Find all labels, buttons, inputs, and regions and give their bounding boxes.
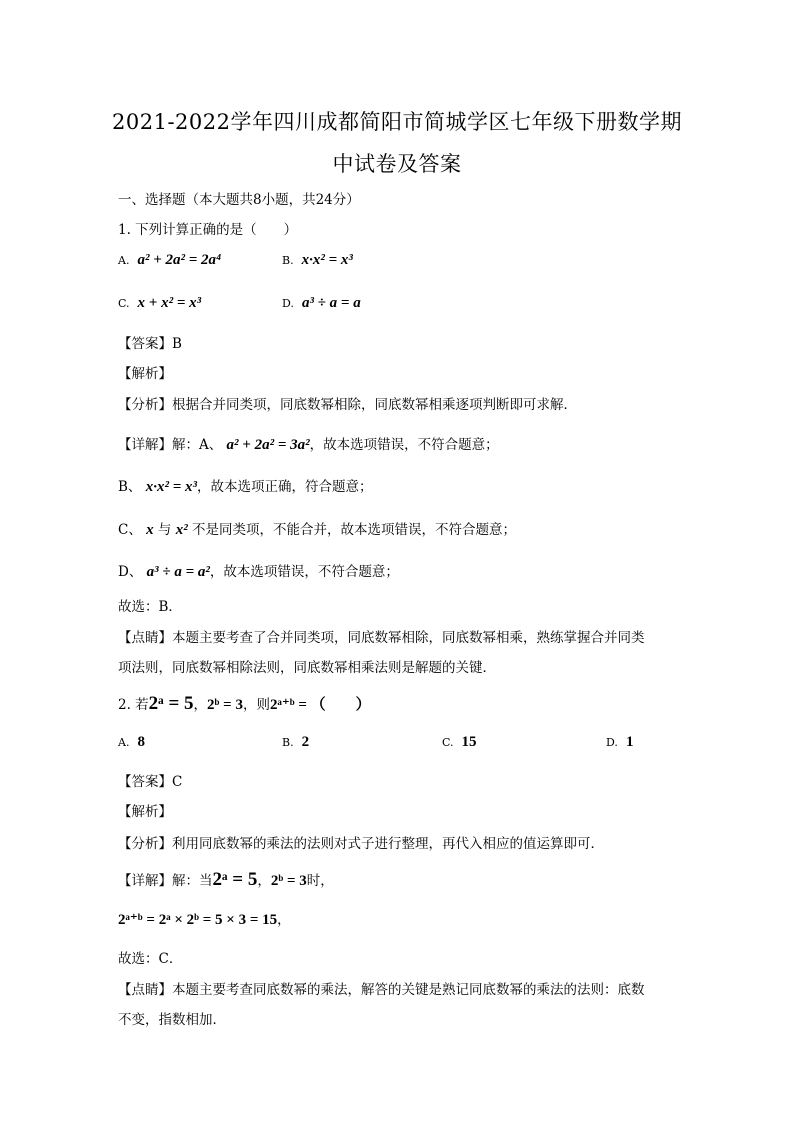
option-math: a³ ÷ a = a bbox=[301, 295, 361, 311]
q2-fenxi bbox=[118, 832, 604, 852]
detail-math-1: 2ᵃ = 5 bbox=[212, 869, 258, 890]
q1-detail-c bbox=[118, 518, 516, 539]
q1-detail-b bbox=[118, 475, 373, 496]
q1-analysis-label: 【解析】 bbox=[118, 366, 172, 382]
q2-detail-equation bbox=[118, 908, 291, 929]
option-letter: C. bbox=[442, 736, 454, 749]
section-heading: 一、选择题（本大题共8小题，共24分） bbox=[118, 192, 360, 208]
detail-mid: 与 bbox=[153, 522, 176, 538]
detail-label: 【详解】 bbox=[118, 437, 172, 453]
fenxi-label: 【分析】 bbox=[118, 836, 172, 852]
option-letter: A. bbox=[118, 736, 130, 749]
q1-fenxi bbox=[118, 393, 577, 413]
option-math: x + x² = x³ bbox=[137, 295, 202, 311]
q1-detail-d bbox=[118, 560, 399, 581]
detail-prefix: B、 bbox=[118, 479, 142, 495]
answer-value: C bbox=[172, 774, 183, 790]
answer-value: B bbox=[172, 336, 182, 352]
fenxi-label: 【分析】 bbox=[118, 397, 172, 413]
comment-text: 本题主要考查了合并同类项，同底数幂相除，同底数幂相乘，熟练掌握合并同类 bbox=[172, 630, 645, 646]
q1-comment-line1 bbox=[118, 626, 645, 646]
option-math: 15 bbox=[461, 734, 477, 750]
q2-analysis-label: 【解析】 bbox=[118, 804, 172, 820]
detail-math: a² + 2a² = 3a² bbox=[226, 437, 310, 453]
q2-option-a bbox=[118, 734, 145, 751]
detail-prefix: C、 bbox=[118, 522, 142, 538]
detail-suffix: 不是同类项，不能合并，故本选项错误，不符合题意； bbox=[187, 522, 517, 538]
option-letter: D. bbox=[606, 736, 618, 749]
stem-number: 2. 若 bbox=[118, 697, 149, 713]
question-1-stem: 1. 下列计算正确的是（ ） bbox=[118, 222, 298, 238]
q2-option-c bbox=[442, 734, 477, 751]
comment-text: 本题主要考查同底数幂的乘法，解答的关键是熟记同底数幂的乘法的法则：底数 bbox=[172, 982, 645, 998]
detail-math: a³ ÷ a = a² bbox=[146, 564, 210, 580]
detail-math: x bbox=[146, 522, 154, 538]
detail-suffix: ，故本选项错误，不符合题意； bbox=[309, 437, 499, 453]
q1-detail-a bbox=[118, 433, 499, 454]
q1-conclusion: 故选：B． bbox=[118, 599, 182, 615]
option-math: x·x² = x³ bbox=[301, 252, 353, 268]
document-title-line2: 中试卷及答案 bbox=[332, 152, 462, 176]
fenxi-text: 利用同底数幂的乘法的法则对式子进行整理，再代入相应的值运算即可． bbox=[172, 836, 604, 852]
detail-suffix: ，故本选项正确，符合题意； bbox=[197, 479, 373, 495]
fenxi-text: 根据合并同类项，同底数幂相除，同底数幂相乘逐项判断即可求解． bbox=[172, 397, 577, 413]
stem-then: ，则 bbox=[242, 697, 270, 713]
option-math: 2 bbox=[301, 734, 310, 750]
detail-prefix: 解：当 bbox=[172, 873, 213, 889]
stem-math-2: 2ᵇ = 3 bbox=[207, 697, 243, 713]
option-math: a² + 2a² = 2a⁴ bbox=[137, 252, 222, 268]
q1-answer bbox=[118, 332, 182, 352]
equation-math: 2ᵃ⁺ᵇ = 2ᵃ × 2ᵇ = 5 × 3 = 15 bbox=[118, 912, 278, 928]
comment-label: 【点睛】 bbox=[118, 982, 172, 998]
option-math: 1 bbox=[625, 734, 634, 750]
detail-math-2: 2ᵇ = 3 bbox=[270, 873, 307, 889]
answer-label: 【答案】 bbox=[118, 336, 172, 352]
detail-label: 【详解】 bbox=[118, 873, 172, 889]
detail-suffix: ，故本选项错误，不符合题意； bbox=[209, 564, 399, 580]
option-letter: C. bbox=[118, 297, 130, 310]
question-2-stem bbox=[118, 693, 371, 715]
option-letter: B. bbox=[282, 736, 294, 749]
stem-math-1: 2ᵃ = 5 bbox=[148, 693, 194, 714]
q1-option-b bbox=[282, 252, 353, 269]
detail-prefix: D、 bbox=[118, 564, 143, 580]
q1-option-d bbox=[282, 295, 361, 312]
q2-comment-line2: 不变，指数相加． bbox=[118, 1012, 226, 1028]
option-letter: A. bbox=[118, 254, 130, 267]
detail-sep: ， bbox=[257, 873, 271, 889]
q2-comment-line1 bbox=[118, 978, 645, 998]
option-letter: B. bbox=[282, 254, 294, 267]
detail-math: x·x² = x³ bbox=[145, 479, 198, 495]
option-letter: D. bbox=[282, 297, 294, 310]
detail-suffix: 时， bbox=[306, 873, 334, 889]
q2-detail bbox=[118, 869, 334, 891]
stem-sep: ， bbox=[193, 697, 208, 713]
q1-comment-line2: 项法则，同底数幂相除法则，同底数幂相乘法则是解题的关键． bbox=[118, 660, 496, 676]
detail-math-2: x² bbox=[175, 522, 188, 538]
q2-option-d bbox=[606, 734, 633, 751]
comment-label: 【点睛】 bbox=[118, 630, 172, 646]
option-math: 8 bbox=[137, 734, 145, 750]
stem-math-3: 2ᵃ⁺ᵇ = （ ） bbox=[269, 697, 371, 713]
document-title-line1: 2021-2022学年四川成都简阳市简城学区七年级下册数学期 bbox=[112, 110, 682, 134]
q1-option-c bbox=[118, 295, 201, 312]
q1-option-a bbox=[118, 252, 221, 269]
equation-suffix: ， bbox=[277, 912, 291, 928]
q2-conclusion: 故选：C． bbox=[118, 951, 183, 967]
q2-answer bbox=[118, 770, 182, 790]
q2-option-b bbox=[282, 734, 309, 751]
detail-prefix: 解：A、 bbox=[172, 437, 223, 453]
answer-label: 【答案】 bbox=[118, 774, 172, 790]
